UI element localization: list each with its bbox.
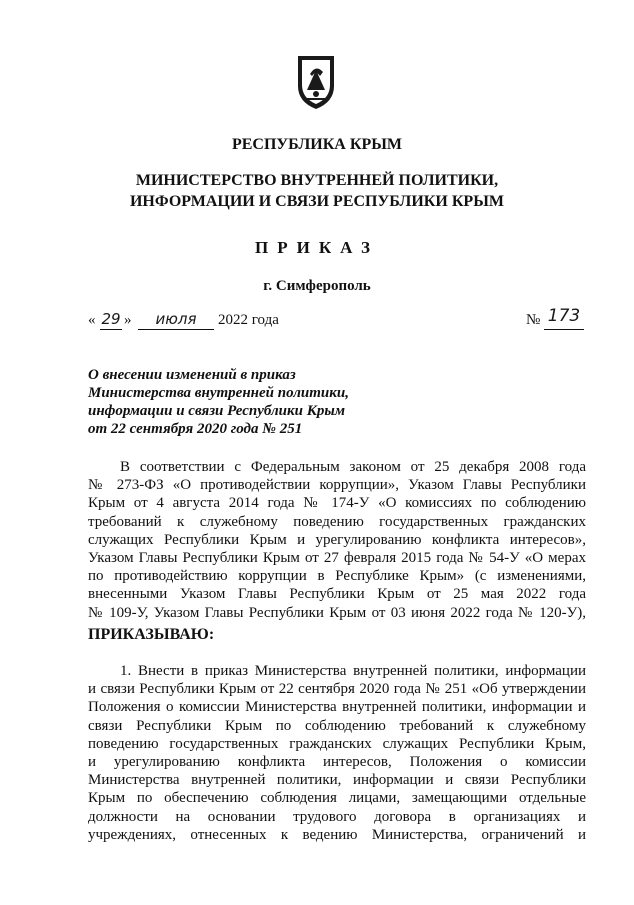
item-1-line: и урегулированию конфликта интересов, Положения о комиссии [88,754,586,771]
subject-line: от 22 сентября 2020 года № 251 [88,421,303,437]
item-1-line: и связи Республики Крым от 22 сентября 2020 года № 251 «Об утверждении [88,681,586,698]
document-subject [88,366,408,438]
subject-line: Министерства внутренней политики, [88,385,349,401]
document-number-handwritten: 173 [547,306,581,326]
preamble-line: внесенными Указом Главы Республики Крым от 25 мая 2022 года [88,586,586,603]
city-label: г. Симферополь [263,278,371,294]
ministry-heading [0,170,634,212]
item-1-line: связи Республики Крым по соблюдению требований к служебному [88,717,586,734]
subject-line: информации и связи Республики Крым [88,403,346,419]
number-label: № [526,312,541,328]
item-1-paragraph [88,662,586,844]
preamble-paragraph [88,458,586,622]
item-1-line: 1. Внести в приказ Министерства внутренней политики, информации [120,663,586,679]
ministry-heading-line: ИНФОРМАЦИИ И СВЯЗИ РЕСПУБЛИКИ КРЫМ [129,193,505,210]
item-1-line: Крым по обеспечению соблюдения лицами, замещающими отдельные [88,790,586,807]
date-number-line [88,306,588,336]
item-1-line: должности на основании трудового договора в организациях и [88,808,586,825]
preamble-line: В соответствии с Федеральным законом от 25 декабря 2008 года [120,459,586,475]
item-1-line: поведению государственных гражданских служащих Республики Крым, [88,735,586,752]
preamble-line: Крым от 4 августа 2014 года № 174-У «О комиссиях по соблюдению [88,495,586,512]
preamble-line: Указом Главы Республики Крым от 27 февраля 2015 года № 54-У «О мерах [88,550,586,567]
date-open-quote: « [88,312,96,328]
republic-heading: РЕСПУБЛИКА КРЫМ [231,136,403,153]
item-1-line: учреждениях, отнесенных к ведению Министерства, ограничений и [88,826,586,843]
item-1-line: Министерства внутренней политики, информации и связи Республики [88,772,586,789]
day-underline [100,329,122,330]
date-day-handwritten: 29 [101,310,121,328]
document-type-title: ПРИКАЗ [255,238,379,257]
item-1-line: Положения о комиссии Министерства внутренней политики, информации и [88,699,586,716]
ministry-heading-line: МИНИСТЕРСТВО ВНУТРЕННЕЙ ПОЛИТИКИ, [135,172,499,189]
subject-line: О внесении изменений в приказ [88,367,296,383]
date-month-handwritten: июля [155,310,197,328]
date-year: 2022 года [218,312,279,328]
date-close-quote: » [124,312,132,328]
preamble-line: № 273-ФЗ «О противодействии коррупции», Указом Главы Республики [88,477,586,494]
preamble-line: по противодействию коррупции в Республике Крым» (с изменениями, [88,568,586,585]
month-underline [138,329,214,330]
number-underline [544,329,584,330]
preamble-line: требований к служебному поведению государственных гражданских [88,513,586,530]
preamble-line: служащих Республики Крым и урегулированию конфликта интересов», [88,531,586,548]
preamble-line: № 109-У, Указом Главы Республики Крым от 03 июня 2022 года № 120-У), [88,604,586,621]
order-directive: ПРИКАЗЫВАЮ: [88,626,215,643]
crimea-coat-of-arms-icon [293,52,339,112]
